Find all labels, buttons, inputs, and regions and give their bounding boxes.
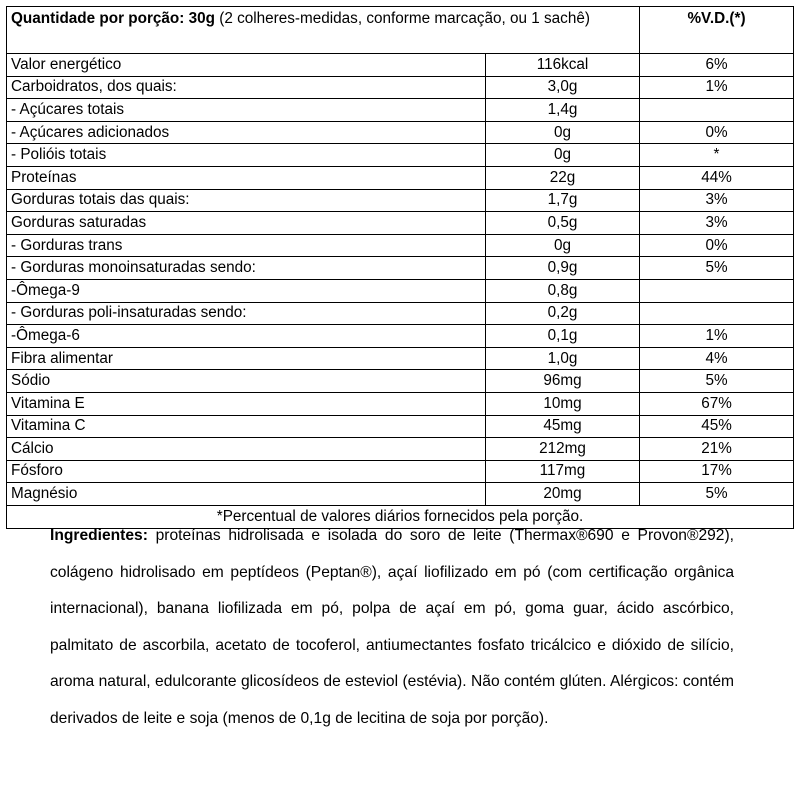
nutrient-row [7,438,794,461]
nutrient-name: Gorduras saturadas [7,212,486,235]
nutrient-row [7,392,794,415]
serving-size-note: (2 colheres-medidas, conforme marcação, ou 1 sachê) [214,10,590,27]
nutrient-amount: 0g [486,144,640,167]
nutrient-row [7,370,794,393]
nutrient-amount: 0,9g [486,257,640,280]
nutrient-daily-value: 0% [640,121,794,144]
nutrient-row [7,212,794,235]
nutrient-row [7,415,794,438]
nutrient-name: - Gorduras trans [7,234,486,257]
nutrient-name: -Ômega-9 [7,279,486,302]
nutrient-daily-value [640,302,794,325]
nutrient-amount: 3,0g [486,76,640,99]
nutrient-amount: 0g [486,121,640,144]
nutrient-name: - Açúcares totais [7,99,486,122]
nutrient-name: - Gorduras poli-insaturadas sendo: [7,302,486,325]
nutrient-name: Magnésio [7,483,486,506]
nutrient-row [7,166,794,189]
nutrient-daily-value: 1% [640,325,794,348]
nutrient-daily-value: * [640,144,794,167]
nutrient-daily-value: 44% [640,166,794,189]
nutrient-daily-value: 45% [640,415,794,438]
nutrient-daily-value: 6% [640,54,794,77]
nutrient-daily-value: 3% [640,189,794,212]
nutrient-amount: 0,2g [486,302,640,325]
nutrient-row [7,76,794,99]
nutrient-row [7,189,794,212]
nutrient-amount: 10mg [486,392,640,415]
footnote: *Percentual de valores diários fornecidos pela porção. [7,505,794,528]
nutrient-name: - Açúcares adicionados [7,121,486,144]
nutrient-daily-value: 17% [640,460,794,483]
nutrient-amount: 116kcal [486,54,640,77]
nutrient-amount: 212mg [486,438,640,461]
nutrient-row [7,279,794,302]
nutrient-row [7,483,794,506]
nutrient-daily-value: 5% [640,257,794,280]
nutrition-facts-table [6,6,794,529]
nutrient-row [7,234,794,257]
ingredients-text: proteínas hidrolisada e isolada do soro de leite (Thermax®690 e Provon®292), colágeno hidrolisado em peptídeos (Peptan®), açaí liofilizado em pó (com certificação orgânica internacional), banana liofilizada em pó, polpa de açaí em pó, goma guar, ácido ascórbico, palmitato de ascorbila, acetato de tocoferol, antiumectantes fosfato tricálcico e dióxido de silício, aroma natural, edulcorante glicosídeos de esteviol (estévia). Não contém glúten. Alérgicos: contém derivados de leite e soja (menos de 0,1g de lecitina de soja por porção). [50,527,734,727]
nutrient-daily-value: 4% [640,347,794,370]
daily-value-header: %V.D.(*) [640,7,794,54]
nutrient-name: Fósforo [7,460,486,483]
nutrient-amount: 96mg [486,370,640,393]
nutrient-name: Sódio [7,370,486,393]
nutrient-daily-value: 3% [640,212,794,235]
nutrient-name: Fibra alimentar [7,347,486,370]
nutrient-daily-value [640,279,794,302]
nutrient-row [7,54,794,77]
nutrient-amount: 1,4g [486,99,640,122]
nutrient-daily-value: 5% [640,483,794,506]
nutrient-name: -Ômega-6 [7,325,486,348]
nutrition-facts-body [7,7,794,529]
nutrient-name: Gorduras totais das quais: [7,189,486,212]
nutrient-amount: 0,8g [486,279,640,302]
nutrient-amount: 1,7g [486,189,640,212]
nutrient-name: Valor energético [7,54,486,77]
nutrient-row [7,257,794,280]
nutrient-row [7,347,794,370]
serving-size-cell [7,7,640,54]
nutrient-name: Vitamina E [7,392,486,415]
nutrient-daily-value: 5% [640,370,794,393]
nutrient-daily-value: 0% [640,234,794,257]
nutrient-amount: 1,0g [486,347,640,370]
nutrient-name: - Polióis totais [7,144,486,167]
nutrient-amount: 117mg [486,460,640,483]
nutrient-daily-value: 1% [640,76,794,99]
nutrient-row [7,325,794,348]
serving-size-label: Quantidade por porção: 30g [11,10,215,27]
ingredients-paragraph [50,518,734,738]
nutrient-row [7,460,794,483]
nutrient-name: Cálcio [7,438,486,461]
nutrient-daily-value: 67% [640,392,794,415]
ingredients-label: Ingredientes: [50,527,148,544]
nutrient-row [7,302,794,325]
nutrient-row [7,144,794,167]
nutrient-row [7,121,794,144]
header-row [7,7,794,54]
nutrient-amount: 22g [486,166,640,189]
nutrient-name: Proteínas [7,166,486,189]
nutrient-amount: 0g [486,234,640,257]
nutrient-name: Carboidratos, dos quais: [7,76,486,99]
nutrient-daily-value [640,99,794,122]
nutrient-name: - Gorduras monoinsaturadas sendo: [7,257,486,280]
nutrient-amount: 0,1g [486,325,640,348]
nutrient-row [7,99,794,122]
nutrient-amount: 45mg [486,415,640,438]
nutrient-amount: 20mg [486,483,640,506]
nutrient-daily-value: 21% [640,438,794,461]
nutrient-amount: 0,5g [486,212,640,235]
nutrient-name: Vitamina C [7,415,486,438]
